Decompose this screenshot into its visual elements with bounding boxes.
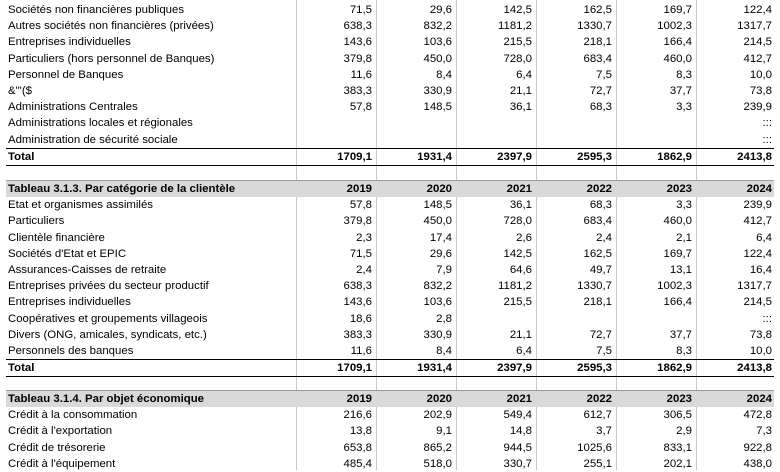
table-row	[6, 213, 774, 229]
row-value: 57,8	[349, 199, 372, 212]
row-value: 728,0	[503, 215, 532, 228]
table-by-economic-purpose	[6, 390, 774, 472]
row-value: 330,9	[423, 328, 452, 341]
table-row	[6, 34, 774, 50]
table-by-client-category	[6, 180, 774, 377]
row-value: 11,6	[350, 345, 372, 358]
row-value: 3,3	[676, 199, 692, 212]
table-row	[6, 262, 774, 278]
row-value: 2,3	[356, 231, 372, 244]
row-value: 169,7	[663, 247, 692, 260]
row-value: 10,0	[749, 68, 772, 81]
table-row	[6, 423, 774, 439]
row-value: 255,1	[583, 457, 612, 470]
row-value: 14,8	[509, 425, 532, 438]
row-label: Crédit à l'exportation	[8, 425, 113, 438]
row-label: Particuliers (hors personnel de Banques)	[8, 52, 215, 65]
row-value: 612,7	[583, 409, 612, 422]
row-label: Crédit de trésorerie	[8, 441, 106, 454]
row-value: 37,7	[669, 85, 692, 98]
year-header: 2022	[534, 181, 614, 198]
row-value: 2,6	[516, 231, 532, 244]
table-row	[6, 246, 774, 262]
total-value: 1931,4	[374, 360, 454, 377]
row-value: 683,4	[583, 52, 612, 65]
row-value: 1181,2	[498, 280, 532, 293]
row-value: 1330,7	[577, 20, 612, 33]
row-label: Personnels des banques	[8, 345, 134, 358]
total-row	[6, 360, 774, 377]
row-value: 68,3	[589, 199, 612, 212]
row-value: 1317,7	[737, 20, 772, 33]
row-label: Crédit à la consommation	[8, 409, 138, 422]
row-value: 218,1	[583, 36, 612, 49]
row-value: 72,7	[589, 85, 612, 98]
row-value	[534, 132, 614, 149]
row-value: 1317,7	[737, 280, 772, 293]
row-value: 7,3	[756, 425, 772, 438]
row-value: 169,7	[663, 4, 692, 16]
row-value	[454, 132, 534, 149]
table-title: Tableau 3.1.4. Par objet économique	[6, 391, 294, 408]
row-label: Divers (ONG, amicales, syndicats, etc.)	[8, 328, 207, 341]
row-value: 143,6	[343, 36, 372, 49]
row-value: 2,4	[356, 264, 372, 277]
table-row	[6, 407, 774, 423]
year-header: 2020	[374, 391, 454, 408]
row-value: 9,1	[436, 425, 452, 438]
row-value: 450,0	[423, 215, 452, 228]
row-value: 17,4	[429, 231, 452, 244]
row-value: 6,4	[516, 345, 532, 358]
row-value	[614, 311, 694, 327]
row-value: 1002,3	[657, 280, 692, 293]
row-value: 8,4	[436, 68, 452, 81]
row-value: 216,6	[343, 409, 372, 422]
row-value: 21,1	[509, 328, 532, 341]
total-value: 2595,3	[534, 360, 614, 377]
row-label: Sociétés non financières publiques	[8, 4, 185, 16]
row-value: 379,8	[343, 52, 372, 65]
row-value: 922,8	[743, 441, 772, 454]
year-header: 2023	[614, 181, 694, 198]
row-value: 18,6	[349, 312, 372, 325]
row-label: Coopératives et groupements villageois	[8, 312, 208, 325]
row-value: 37,7	[669, 328, 692, 341]
row-value: 832,2	[423, 20, 452, 33]
row-value	[454, 311, 534, 327]
total-value: 2413,8	[694, 148, 774, 165]
row-value: 412,7	[743, 215, 772, 228]
row-value: 653,8	[343, 441, 372, 454]
table-row	[6, 294, 774, 310]
row-value: 71,5	[349, 247, 372, 260]
row-value: 1181,2	[498, 20, 532, 33]
row-value: 239,9	[743, 101, 772, 114]
row-label: Administration de sécurité sociale	[8, 133, 178, 146]
row-value: 1002,3	[657, 20, 692, 33]
table-row	[6, 132, 774, 149]
row-label: &"'($	[8, 85, 32, 98]
row-value: 36,1	[509, 199, 532, 212]
row-value: 832,2	[423, 280, 452, 293]
row-value	[454, 115, 534, 131]
table-row	[6, 115, 774, 131]
year-header: 2019	[294, 391, 374, 408]
row-label: Crédit à l'équipement	[8, 457, 116, 470]
year-header: 2024	[694, 391, 774, 408]
row-label: Sociétés d'Etat et EPIC	[8, 247, 127, 260]
row-value	[294, 115, 374, 131]
year-header: 2021	[454, 391, 534, 408]
row-value: 21,1	[509, 85, 532, 98]
row-value: :::	[762, 133, 772, 146]
row-label: Particuliers	[8, 215, 65, 228]
table-row	[6, 83, 774, 99]
row-value: 49,7	[589, 264, 612, 277]
row-value: 450,0	[423, 52, 452, 65]
total-value: 1862,9	[614, 148, 694, 165]
row-value: 68,3	[589, 101, 612, 114]
row-value: 412,7	[743, 52, 772, 65]
row-value: 638,3	[343, 20, 372, 33]
total-value: 2397,9	[454, 148, 534, 165]
row-value: 142,5	[503, 247, 532, 260]
row-label: Personnel de Banques	[8, 68, 124, 81]
row-value: 485,4	[343, 457, 372, 470]
row-label: Administrations Centrales	[8, 101, 138, 114]
row-value: 7,9	[436, 264, 452, 277]
row-value: 166,4	[663, 36, 692, 49]
total-value: 1862,9	[614, 360, 694, 377]
table-row	[6, 197, 774, 213]
row-value: 10,0	[749, 345, 772, 358]
row-value: 148,5	[423, 199, 452, 212]
row-value: 8,3	[676, 345, 692, 358]
total-value: 1709,1	[294, 360, 374, 377]
row-value: 383,3	[343, 85, 372, 98]
row-label: Entreprises privées du secteur productif	[8, 280, 209, 293]
row-value: 215,5	[503, 36, 532, 49]
row-value: 239,9	[743, 199, 772, 212]
year-header: 2024	[694, 181, 774, 198]
row-value	[374, 115, 454, 131]
row-value: 383,3	[343, 328, 372, 341]
row-value: 7,5	[596, 345, 612, 358]
row-value: 472,8	[743, 409, 772, 422]
row-value	[374, 132, 454, 149]
year-header: 2019	[294, 181, 374, 198]
row-value	[534, 115, 614, 131]
row-value: 218,1	[583, 296, 612, 309]
row-value: 379,8	[343, 215, 372, 228]
total-row	[6, 148, 774, 165]
table-row	[6, 18, 774, 34]
row-value	[294, 132, 374, 149]
year-header: 2021	[454, 181, 534, 198]
table-row	[6, 311, 774, 327]
total-value: 1931,4	[374, 148, 454, 165]
table-row	[6, 51, 774, 67]
row-value: 8,4	[436, 345, 452, 358]
row-value: 122,4	[743, 4, 772, 16]
row-value: 142,5	[503, 4, 532, 16]
year-header: 2020	[374, 181, 454, 198]
row-value: 13,1	[669, 264, 692, 277]
row-value: 865,2	[423, 441, 452, 454]
row-label: Clientèle financière	[8, 231, 105, 244]
row-value: 215,5	[503, 296, 532, 309]
row-value: 1330,7	[577, 280, 612, 293]
row-value: 728,0	[503, 52, 532, 65]
row-value: 148,5	[423, 101, 452, 114]
row-value: 306,5	[663, 409, 692, 422]
row-value: 103,6	[423, 296, 452, 309]
row-value: 162,5	[583, 247, 612, 260]
row-label: Assurances-Caisses de retraite	[8, 264, 167, 277]
total-label: Total	[6, 148, 294, 165]
row-label: Etat et organismes assimilés	[8, 199, 153, 212]
row-value: 29,6	[429, 4, 452, 16]
year-header: 2023	[614, 391, 694, 408]
row-value: 166,4	[663, 296, 692, 309]
row-label: Administrations locales et régionales	[8, 117, 193, 130]
table-row	[6, 343, 774, 360]
table-row	[6, 67, 774, 83]
row-value: 7,5	[596, 68, 612, 81]
row-value: 11,6	[350, 68, 372, 81]
row-value: 72,7	[589, 328, 612, 341]
row-label: Autres sociétés non financières (privées)	[8, 20, 214, 33]
year-header: 2022	[534, 391, 614, 408]
row-value: 122,4	[743, 247, 772, 260]
row-value: 2,9	[676, 425, 692, 438]
row-value: 73,8	[749, 328, 772, 341]
row-label: Entreprises individuelles	[8, 36, 131, 49]
row-value	[614, 115, 694, 131]
table-header-row	[6, 391, 774, 408]
row-value: 64,6	[509, 264, 532, 277]
row-value: :::	[762, 117, 772, 130]
table-row	[6, 440, 774, 456]
row-value: 6,4	[516, 68, 532, 81]
row-value: 3,7	[596, 425, 612, 438]
table-row	[6, 327, 774, 343]
row-value: 16,4	[749, 264, 772, 277]
row-value: 29,6	[429, 247, 452, 260]
row-value: 2,1	[676, 231, 692, 244]
row-value: 1025,6	[577, 441, 612, 454]
total-label: Total	[6, 360, 294, 377]
total-value: 1709,1	[294, 148, 374, 165]
row-value	[534, 311, 614, 327]
row-value: 944,5	[503, 441, 532, 454]
table-row	[6, 99, 774, 115]
table-row	[6, 2, 774, 18]
row-label: Entreprises individuelles	[8, 296, 131, 309]
table-header-row	[6, 181, 774, 198]
row-value: 330,9	[423, 85, 452, 98]
row-value: 438,0	[743, 457, 772, 470]
total-value: 2397,9	[454, 360, 534, 377]
row-value: 36,1	[509, 101, 532, 114]
row-value: 638,3	[343, 280, 372, 293]
table-row	[6, 278, 774, 294]
row-value: 3,3	[676, 101, 692, 114]
row-value: 202,1	[663, 457, 692, 470]
row-value: 8,3	[676, 68, 692, 81]
total-value: 2595,3	[534, 148, 614, 165]
row-value: 2,4	[596, 231, 612, 244]
row-value	[614, 132, 694, 149]
table-title: Tableau 3.1.3. Par catégorie de la clientèle	[6, 181, 294, 198]
table-by-sector	[6, 2, 774, 166]
row-value: 162,5	[583, 4, 612, 16]
row-value: 330,7	[503, 457, 532, 470]
row-value: 73,8	[749, 85, 772, 98]
row-value: 833,1	[663, 441, 692, 454]
row-value: 6,4	[756, 231, 772, 244]
row-value: 549,4	[503, 409, 532, 422]
row-value: 214,5	[743, 36, 772, 49]
row-value: 518,0	[423, 457, 452, 470]
row-value: 2,8	[436, 312, 452, 325]
total-value: 2413,8	[694, 360, 774, 377]
row-value: 143,6	[343, 296, 372, 309]
row-value: 13,8	[349, 425, 372, 438]
row-value: 683,4	[583, 215, 612, 228]
row-value: 103,6	[423, 36, 452, 49]
row-value: 71,5	[349, 4, 372, 16]
row-value: 460,0	[663, 52, 692, 65]
row-value: 57,8	[349, 101, 372, 114]
row-value: 460,0	[663, 215, 692, 228]
table-row	[6, 230, 774, 246]
row-value: 214,5	[743, 296, 772, 309]
row-value: 202,9	[423, 409, 452, 422]
row-value: :::	[762, 312, 772, 325]
